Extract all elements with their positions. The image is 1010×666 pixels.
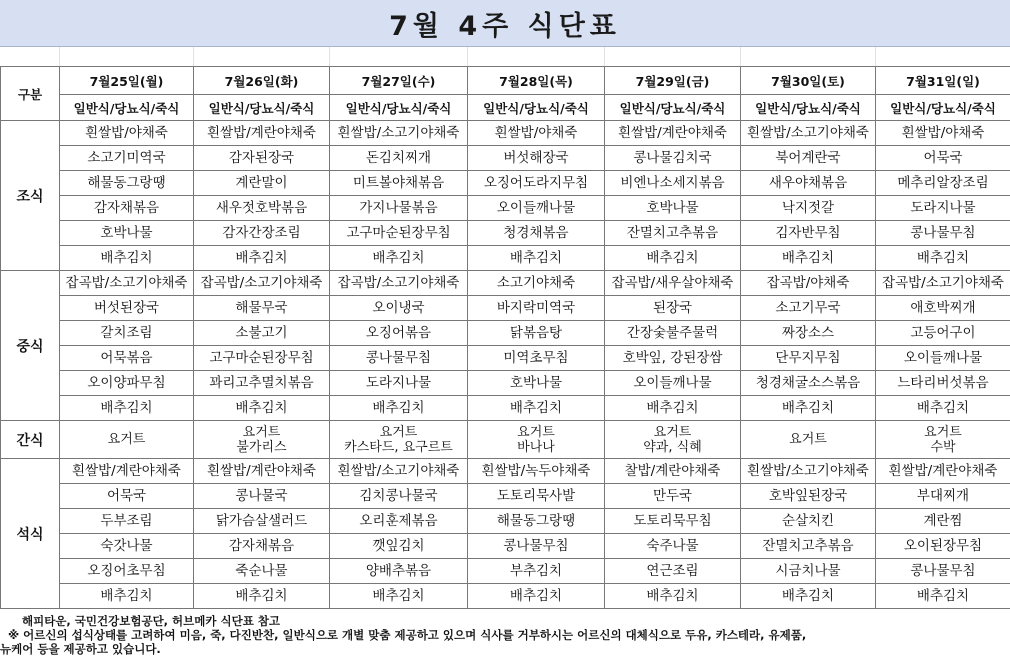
snack-menu-cell: 요거트 카스타드, 요구르트 — [330, 421, 468, 459]
lunch-row — [1, 296, 1010, 321]
diet-type-header: 일반식/당뇨식/죽식 — [60, 95, 194, 121]
dinner-row — [1, 584, 1010, 609]
dinner-menu-cell: 호박잎된장국 — [741, 484, 876, 509]
snack-menu-cell: 요거트 — [60, 421, 194, 459]
dinner-menu-cell: 흰쌀밥/소고기야채죽 — [330, 459, 468, 484]
lunch-menu-cell: 바지락미역국 — [468, 296, 605, 321]
breakfast-menu-cell: 배추김치 — [330, 246, 468, 271]
lunch-menu-cell: 배추김치 — [194, 396, 330, 421]
dinner-menu-cell: 오징어초무침 — [60, 559, 194, 584]
breakfast-row — [1, 246, 1010, 271]
page-title: 7월 4주 식단표 — [389, 10, 621, 42]
day-header: 7월26일(화) — [194, 67, 330, 95]
breakfast-menu-cell: 감자간장조림 — [194, 221, 330, 246]
dinner-menu-cell: 배추김치 — [605, 584, 741, 609]
dinner-menu-cell: 어묵국 — [60, 484, 194, 509]
lunch-menu-cell: 콩나물무침 — [330, 346, 468, 371]
subheader-row — [1, 95, 1010, 121]
dinner-menu-cell: 숙주나물 — [605, 534, 741, 559]
breakfast-menu-cell: 잔멸치고추볶음 — [605, 221, 741, 246]
snack-menu-cell: 요거트 수박 — [876, 421, 1010, 459]
breakfast-menu-cell: 흰쌀밥/소고기야채죽 — [330, 121, 468, 146]
dinner-menu-cell: 김치콩나물국 — [330, 484, 468, 509]
lunch-menu-cell: 배추김치 — [741, 396, 876, 421]
dinner-menu-cell: 도토리묵사발 — [468, 484, 605, 509]
footer-notice-cont: 뉴케어 등을 제공하고 있습니다. — [0, 642, 161, 656]
breakfast-row — [1, 146, 1010, 171]
breakfast-menu-cell: 낙지젓갈 — [741, 196, 876, 221]
dinner-menu-cell: 양배추볶음 — [330, 559, 468, 584]
breakfast-menu-cell: 흰쌀밥/야채죽 — [60, 121, 194, 146]
lunch-menu-cell: 배추김치 — [60, 396, 194, 421]
lunch-menu-cell: 갈치조림 — [60, 321, 194, 346]
lunch-menu-cell: 짜장소스 — [741, 321, 876, 346]
lunch-menu-cell: 도라지나물 — [330, 371, 468, 396]
diet-type-header: 일반식/당뇨식/죽식 — [605, 95, 741, 121]
lunch-menu-cell: 호박잎, 강된장쌈 — [605, 346, 741, 371]
dinner-menu-cell: 오리훈제볶음 — [330, 509, 468, 534]
breakfast-menu-cell: 새우젓호박볶음 — [194, 196, 330, 221]
lunch-menu-cell: 잡곡밥/소고기야채죽 — [60, 271, 194, 296]
breakfast-menu-cell: 배추김치 — [876, 246, 1010, 271]
diet-type-header: 일반식/당뇨식/죽식 — [741, 95, 876, 121]
lunch-label: 중식 — [1, 271, 60, 421]
breakfast-menu-cell: 비엔나소세지볶음 — [605, 171, 741, 196]
dinner-menu-cell: 깻잎김치 — [330, 534, 468, 559]
snack-menu-cell: 요거트 약과, 식혜 — [605, 421, 741, 459]
breakfast-menu-cell: 흰쌀밥/계란야채죽 — [194, 121, 330, 146]
breakfast-menu-cell: 새우야채볶음 — [741, 171, 876, 196]
breakfast-menu-cell: 배추김치 — [60, 246, 194, 271]
diet-type-header: 일반식/당뇨식/죽식 — [468, 95, 605, 121]
lunch-menu-cell: 오이양파무침 — [60, 371, 194, 396]
lunch-menu-cell: 잡곡밥/소고기야채죽 — [330, 271, 468, 296]
breakfast-menu-cell: 호박나물 — [605, 196, 741, 221]
lunch-menu-cell: 오이냉국 — [330, 296, 468, 321]
dinner-menu-cell: 콩나물무침 — [468, 534, 605, 559]
day-header: 7월31일(일) — [876, 67, 1010, 95]
breakfast-label: 조식 — [1, 121, 60, 271]
breakfast-menu-cell: 감자채볶음 — [60, 196, 194, 221]
dinner-row — [1, 559, 1010, 584]
lunch-menu-cell: 고등어구이 — [876, 321, 1010, 346]
breakfast-menu-cell: 북어계란국 — [741, 146, 876, 171]
lunch-menu-cell: 고구마순된장무침 — [194, 346, 330, 371]
diet-type-header: 일반식/당뇨식/죽식 — [194, 95, 330, 121]
snack-menu-cell: 요거트 — [741, 421, 876, 459]
breakfast-menu-cell: 배추김치 — [741, 246, 876, 271]
breakfast-menu-cell: 콩나물김치국 — [605, 146, 741, 171]
category-header: 구분 — [1, 67, 60, 121]
dinner-menu-cell: 연근조림 — [605, 559, 741, 584]
breakfast-row — [1, 221, 1010, 246]
dinner-menu-cell: 부추김치 — [468, 559, 605, 584]
breakfast-menu-cell: 배추김치 — [605, 246, 741, 271]
breakfast-menu-cell: 미트볼야채볶음 — [330, 171, 468, 196]
breakfast-menu-cell: 흰쌀밥/소고기야채죽 — [741, 121, 876, 146]
breakfast-menu-cell: 메추리알장조림 — [876, 171, 1010, 196]
breakfast-menu-cell: 감자된장국 — [194, 146, 330, 171]
breakfast-row — [1, 171, 1010, 196]
lunch-menu-cell: 호박나물 — [468, 371, 605, 396]
dinner-menu-cell: 배추김치 — [468, 584, 605, 609]
dinner-menu-cell: 오이된장무침 — [876, 534, 1010, 559]
dinner-menu-cell: 흰쌀밥/계란야채죽 — [876, 459, 1010, 484]
dinner-menu-cell: 배추김치 — [876, 584, 1010, 609]
lunch-row — [1, 396, 1010, 421]
dinner-menu-cell: 시금치나물 — [741, 559, 876, 584]
dinner-menu-cell: 흰쌀밥/계란야채죽 — [194, 459, 330, 484]
snack-menu-cell: 요거트 불가리스 — [194, 421, 330, 459]
dinner-menu-cell: 죽순나물 — [194, 559, 330, 584]
lunch-menu-cell: 청경채굴소스볶음 — [741, 371, 876, 396]
breakfast-menu-cell: 버섯해장국 — [468, 146, 605, 171]
dinner-menu-cell: 부대찌개 — [876, 484, 1010, 509]
footer-notes — [0, 614, 1010, 656]
snack-row — [1, 421, 1010, 459]
lunch-menu-cell: 애호박찌개 — [876, 296, 1010, 321]
dinner-menu-cell: 콩나물국 — [194, 484, 330, 509]
lunch-menu-cell: 잡곡밥/소고기야채죽 — [194, 271, 330, 296]
dinner-row — [1, 459, 1010, 484]
breakfast-menu-cell: 배추김치 — [194, 246, 330, 271]
lunch-row — [1, 371, 1010, 396]
day-header: 7월30일(토) — [741, 67, 876, 95]
lunch-menu-cell: 오이들깨나물 — [605, 371, 741, 396]
lunch-row — [1, 346, 1010, 371]
breakfast-row — [1, 196, 1010, 221]
breakfast-menu-cell: 흰쌀밥/야채죽 — [876, 121, 1010, 146]
dinner-row — [1, 484, 1010, 509]
lunch-menu-cell: 배추김치 — [468, 396, 605, 421]
breakfast-menu-cell: 어묵국 — [876, 146, 1010, 171]
lunch-menu-cell: 소불고기 — [194, 321, 330, 346]
lunch-menu-cell: 잡곡밥/야채죽 — [741, 271, 876, 296]
dinner-menu-cell: 흰쌀밥/녹두야채죽 — [468, 459, 605, 484]
footer-notice: ※ 어르신의 섭식상태를 고려하여 미음, 죽, 다진반찬, 일반식으로 개별 맞춤 제공하고 있으며 식사를 거부하시는 어르신의 대체식으로 두유, 카스테라, 유제품, — [8, 628, 807, 642]
dinner-menu-cell: 계란찜 — [876, 509, 1010, 534]
breakfast-menu-cell: 흰쌀밥/야채죽 — [468, 121, 605, 146]
lunch-menu-cell: 배추김치 — [876, 396, 1010, 421]
dinner-row — [1, 534, 1010, 559]
day-header: 7월25일(월) — [60, 67, 194, 95]
menu-table — [0, 66, 1010, 609]
dinner-menu-cell: 두부조림 — [60, 509, 194, 534]
lunch-menu-cell: 된장국 — [605, 296, 741, 321]
breakfast-menu-cell: 도라지나물 — [876, 196, 1010, 221]
day-header: 7월27일(수) — [330, 67, 468, 95]
breakfast-menu-cell: 오이들깨나물 — [468, 196, 605, 221]
dinner-menu-cell: 배추김치 — [741, 584, 876, 609]
lunch-menu-cell: 소고기야채죽 — [468, 271, 605, 296]
breakfast-menu-cell: 청경채볶음 — [468, 221, 605, 246]
dinner-menu-cell: 잔멸치고추볶음 — [741, 534, 876, 559]
dinner-menu-cell: 흰쌀밥/계란야채죽 — [60, 459, 194, 484]
lunch-row — [1, 321, 1010, 346]
snack-menu-cell: 요거트 바나나 — [468, 421, 605, 459]
breakfast-menu-cell: 해물동그랑땡 — [60, 171, 194, 196]
dinner-row — [1, 509, 1010, 534]
dinner-menu-cell: 배추김치 — [194, 584, 330, 609]
breakfast-menu-cell: 돈김치찌개 — [330, 146, 468, 171]
dinner-menu-cell: 흰쌀밥/소고기야채죽 — [741, 459, 876, 484]
breakfast-menu-cell: 김자반무침 — [741, 221, 876, 246]
lunch-menu-cell: 어묵볶음 — [60, 346, 194, 371]
lunch-menu-cell: 오이들깨나물 — [876, 346, 1010, 371]
diet-type-header: 일반식/당뇨식/죽식 — [330, 95, 468, 121]
dinner-menu-cell: 해물동그랑땡 — [468, 509, 605, 534]
lunch-menu-cell: 간장숯불주물럭 — [605, 321, 741, 346]
breakfast-menu-cell: 소고기미역국 — [60, 146, 194, 171]
lunch-menu-cell: 해물무국 — [194, 296, 330, 321]
lunch-menu-cell: 닭볶음탕 — [468, 321, 605, 346]
dinner-menu-cell: 도토리묵무침 — [605, 509, 741, 534]
day-header-row — [1, 67, 1010, 95]
lunch-menu-cell: 잡곡밥/소고기야채죽 — [876, 271, 1010, 296]
dinner-menu-cell: 만두국 — [605, 484, 741, 509]
breakfast-menu-cell: 흰쌀밥/계란야채죽 — [605, 121, 741, 146]
lunch-menu-cell: 미역초무침 — [468, 346, 605, 371]
lunch-menu-cell: 느타리버섯볶음 — [876, 371, 1010, 396]
lunch-menu-cell: 배추김치 — [605, 396, 741, 421]
lunch-menu-cell: 꽈리고추멸치볶음 — [194, 371, 330, 396]
lunch-menu-cell: 배추김치 — [330, 396, 468, 421]
dinner-menu-cell: 숙갓나물 — [60, 534, 194, 559]
footer-source: 해피타운, 국민건강보험공단, 허브메카 식단표 참고 — [22, 614, 281, 628]
breakfast-menu-cell: 오징어도라지무침 — [468, 171, 605, 196]
dinner-menu-cell: 배추김치 — [330, 584, 468, 609]
lunch-menu-cell: 단무지무침 — [741, 346, 876, 371]
lunch-row — [1, 271, 1010, 296]
dinner-menu-cell: 순살치킨 — [741, 509, 876, 534]
lunch-menu-cell: 잡곡밥/새우살야채죽 — [605, 271, 741, 296]
breakfast-menu-cell: 배추김치 — [468, 246, 605, 271]
breakfast-menu-cell: 계란말이 — [194, 171, 330, 196]
breakfast-menu-cell: 콩나물무침 — [876, 221, 1010, 246]
title-bar — [0, 0, 1010, 47]
day-header: 7월29일(금) — [605, 67, 741, 95]
snack-label: 간식 — [1, 421, 60, 459]
lunch-menu-cell: 버섯된장국 — [60, 296, 194, 321]
dinner-menu-cell: 찰밥/계란야채죽 — [605, 459, 741, 484]
lunch-menu-cell: 오징어볶음 — [330, 321, 468, 346]
diet-type-header: 일반식/당뇨식/죽식 — [876, 95, 1010, 121]
dinner-label: 석식 — [1, 459, 60, 609]
dinner-menu-cell: 콩나물무침 — [876, 559, 1010, 584]
dinner-menu-cell: 배추김치 — [60, 584, 194, 609]
day-header: 7월28일(목) — [468, 67, 605, 95]
spacer-row — [0, 47, 1010, 66]
lunch-menu-cell: 소고기무국 — [741, 296, 876, 321]
breakfast-row — [1, 121, 1010, 146]
breakfast-menu-cell: 가지나물볶음 — [330, 196, 468, 221]
dinner-menu-cell: 닭가슴살샐러드 — [194, 509, 330, 534]
breakfast-menu-cell: 호박나물 — [60, 221, 194, 246]
dinner-menu-cell: 감자채볶음 — [194, 534, 330, 559]
breakfast-menu-cell: 고구마순된장무침 — [330, 221, 468, 246]
